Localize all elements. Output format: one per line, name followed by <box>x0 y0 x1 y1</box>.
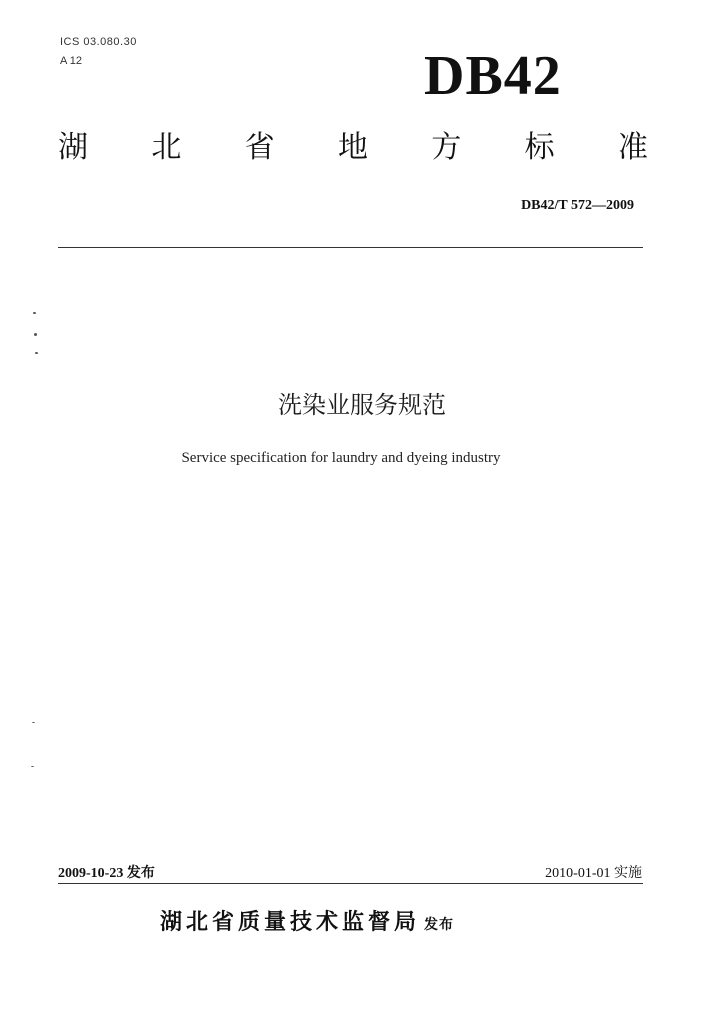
standard-title-char: 地 <box>337 130 368 165</box>
document-title-chinese: 洗染业服务规范 <box>278 391 446 419</box>
scan-speck <box>35 352 38 354</box>
publisher-suffix: 发布 <box>424 917 455 933</box>
scan-speck <box>34 333 37 336</box>
scan-speck <box>31 766 34 767</box>
standard-title-char: 湖 <box>58 130 88 165</box>
implementation-date-value: 2010-01-01 <box>545 866 611 881</box>
scan-speck <box>32 722 35 723</box>
ics-code: ICS 03.080.30 <box>60 36 137 48</box>
top-divider <box>58 247 643 248</box>
standard-title-char: 准 <box>617 130 648 165</box>
standard-title-char: 省 <box>244 130 275 165</box>
issue-date <box>58 862 155 882</box>
standard-title-char: 北 <box>151 130 182 165</box>
issue-date-label: 发布 <box>126 865 155 881</box>
document-title-english: Service specification for laundry and dyeing industry <box>181 450 501 466</box>
standard-number: DB42/T 572—2009 <box>521 198 634 213</box>
scan-speck <box>33 312 36 314</box>
implementation-date-label: 实施 <box>614 865 642 881</box>
classification-code: A 12 <box>60 55 83 67</box>
standard-title-char: 方 <box>431 130 462 165</box>
bottom-divider <box>58 883 643 884</box>
issue-date-value: 2009-10-23 <box>58 866 124 881</box>
publisher-name: 湖北省质量技术监督局 <box>160 910 421 935</box>
implementation-date <box>545 862 642 882</box>
standard-title-char: 标 <box>524 130 555 165</box>
standard-category-title <box>58 130 648 165</box>
publisher <box>160 905 454 936</box>
db42-logo: DB42 <box>424 45 562 107</box>
